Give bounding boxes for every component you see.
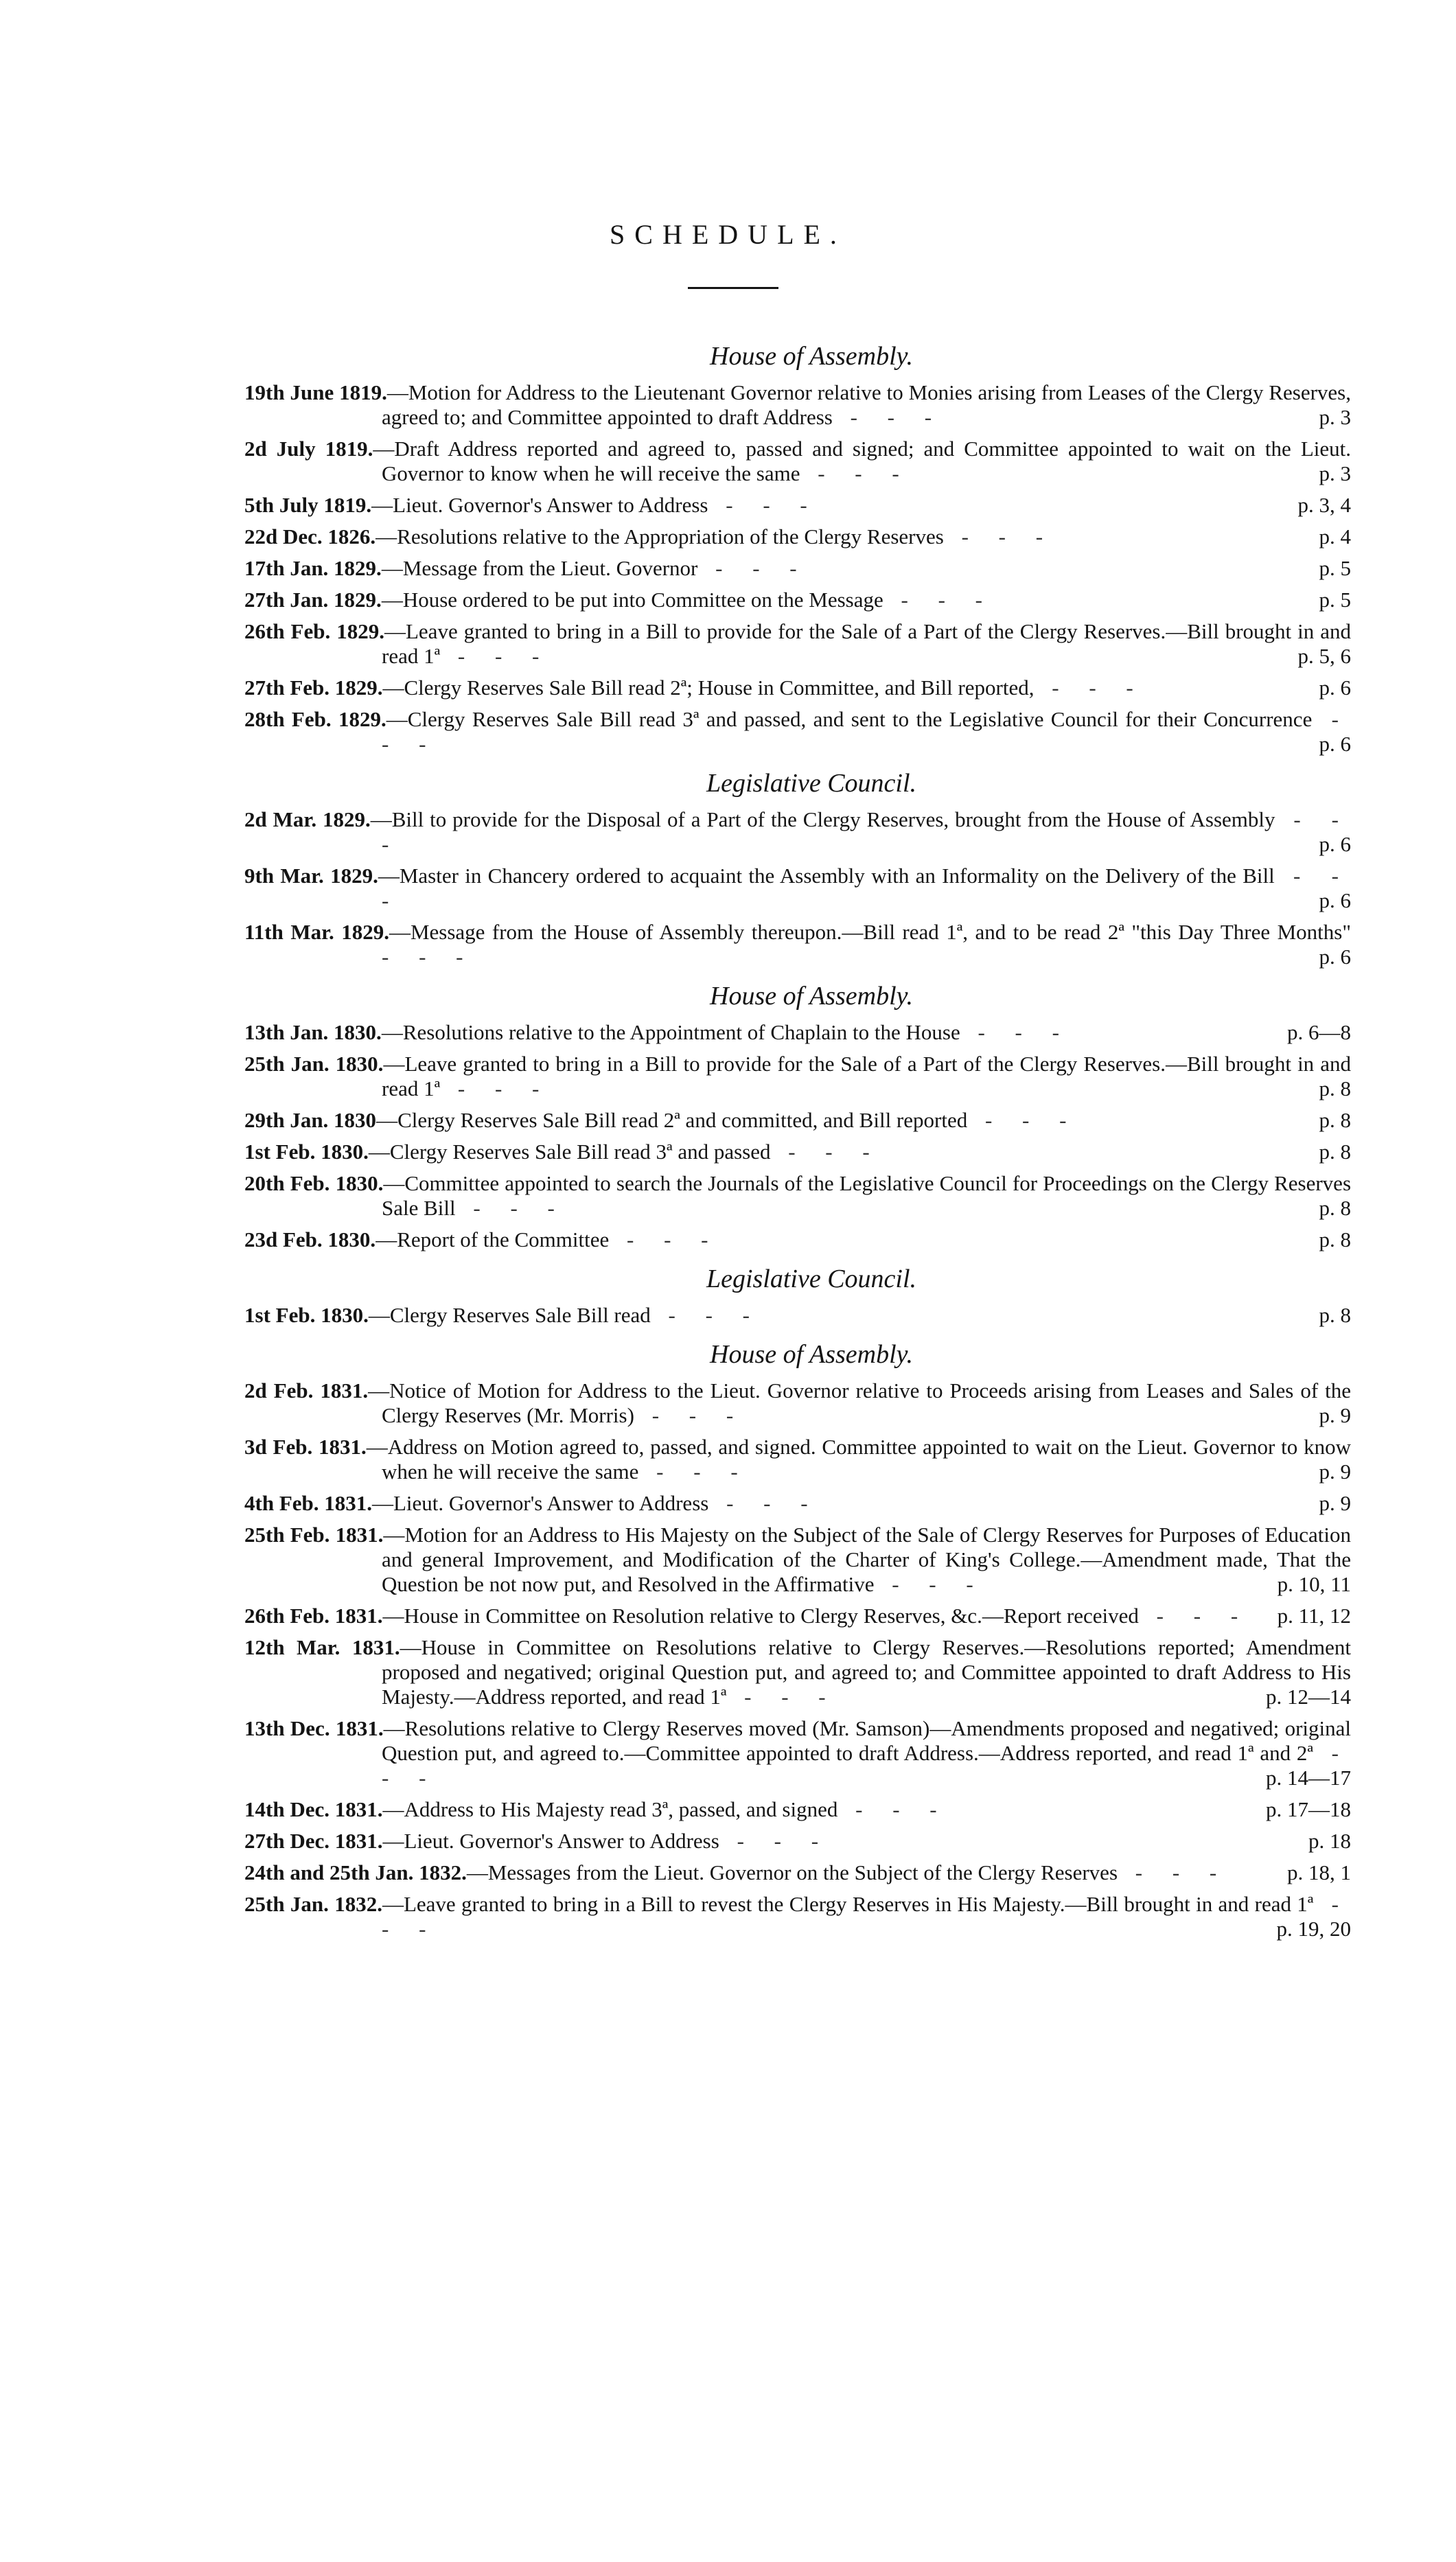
entry-text: —Clergy Reserves Sale Bill read 2ª and committed, and Bill reported (376, 1108, 968, 1132)
entry-date: 28th Feb. 1829. (244, 707, 386, 731)
entry-date: 29th Jan. 1830 (244, 1108, 377, 1132)
entry-date: 14th Dec. 1831. (244, 1797, 383, 1821)
page-reference: p. 4 (1319, 524, 1351, 549)
schedule-entry (244, 1860, 1351, 1885)
page-reference: p. 6 (1319, 676, 1351, 700)
schedule-entry (244, 1227, 1351, 1252)
entry-text: —Master in Chancery ordered to acquaint the Assembly with an Informality on the Delivery of the Bill (378, 864, 1275, 888)
page-reference: p. 6—8 (1287, 1020, 1351, 1044)
schedule-entry (244, 1604, 1351, 1628)
entry-date: 2d Mar. 1829. (244, 807, 371, 831)
leader-dots: - - - (1138, 1604, 1251, 1628)
entry-date: 3d Feb. 1831. (244, 1435, 367, 1459)
page-reference: p. 6 (1319, 888, 1351, 912)
page-reference: p. 5, 6 (1297, 644, 1351, 668)
page-reference: p. 6 (1319, 945, 1351, 969)
schedule-entry (244, 1892, 1351, 1941)
schedule-entry (244, 920, 1351, 969)
section-heading: Legislative Council. (706, 769, 917, 798)
leader-dots: - - - (874, 1572, 986, 1596)
leader-dots: - - - (382, 807, 1351, 856)
page-reference: p. 3 (1319, 461, 1351, 485)
page-reference: p. 11, 12 (1277, 1604, 1351, 1628)
entry-date: 19th June 1819. (244, 380, 387, 404)
leader-dots: - - - (455, 1196, 567, 1220)
page-reference: p. 9 (1319, 1491, 1351, 1515)
schedule-entry (244, 619, 1351, 669)
leader-dots: - - - (638, 1459, 750, 1484)
entry-date: 25th Jan. 1832. (244, 1892, 382, 1916)
entry-date: 13th Dec. 1831. (244, 1716, 384, 1740)
entry-text: —Notice of Motion for Address to the Lieut. Governor relative to Proceeds arising from Leases and Sales of the Clergy Reserves (Mr. Morris) (368, 1378, 1351, 1427)
leader-dots: - - - (382, 1741, 1351, 1790)
entry-date: 13th Jan. 1830. (244, 1020, 382, 1044)
schedule-entry (244, 1171, 1351, 1221)
page-reference: p. 8 (1319, 1303, 1351, 1327)
entry-date: 12th Mar. 1831. (244, 1635, 400, 1659)
schedule-entry (244, 1140, 1351, 1164)
leader-dots: - - - (697, 556, 809, 580)
leader-dots: - - - (708, 493, 820, 517)
leader-dots: - - - (440, 1076, 552, 1100)
leader-dots: - - - (770, 1140, 882, 1164)
schedule-entry (244, 380, 1351, 430)
entry-text: —Leave granted to bring in a Bill to revest the Clergy Reserves in His Majesty.—Bill brought in and read 1ª (382, 1892, 1314, 1916)
entry-date: 9th Mar. 1829. (244, 864, 378, 888)
entry-text: —Clergy Reserves Sale Bill read 2ª; House in Committee, and Bill reported, (382, 676, 1035, 700)
entry-text: —Report of the Committee (375, 1227, 610, 1251)
schedule-entry (244, 1020, 1351, 1045)
schedule-entry (244, 493, 1351, 518)
leader-dots: - - - (967, 1108, 1079, 1132)
section-heading: House of Assembly. (710, 1340, 913, 1369)
entry-text: —Motion for Address to the Lieutenant Governor relative to Monies arising from Leases of the Clergy Reserves, agreed to; and Committee appointed to draft Address (382, 380, 1351, 429)
page-reference: p. 17—18 (1266, 1797, 1351, 1821)
page-reference: p. 8 (1319, 1108, 1351, 1132)
entry-text: —Bill to provide for the Disposal of a Part of the Clergy Reserves, brought from the House of Assembly (370, 807, 1275, 831)
entry-date: 27th Jan. 1829. (244, 588, 382, 612)
entry-text: —Messages from the Lieut. Governor on the Subject of the Clergy Reserves (466, 1860, 1118, 1884)
entry-date: 2d July 1819. (244, 437, 373, 461)
entry-date: 26th Feb. 1829. (244, 619, 384, 643)
entry-text: —Lieut. Governor's Answer to Address (372, 1491, 709, 1515)
leader-dots: - - - (943, 524, 1056, 549)
entry-text: —Address on Motion agreed to, passed, and signed. Committee appointed to wait on the Lieut. Governor to know when he will receive the same (366, 1435, 1351, 1484)
leader-dots: - - - (609, 1227, 721, 1251)
entry-date: 11th Mar. 1829. (244, 920, 389, 944)
page-reference: p. 10, 11 (1277, 1572, 1351, 1596)
entry-date: 22d Dec. 1826. (244, 524, 376, 549)
entry-text: —Clergy Reserves Sale Bill read 3ª and passed, and sent to the Legislative Council for their Concurrence (386, 707, 1313, 731)
page-reference: p. 19, 20 (1276, 1917, 1351, 1941)
schedule-entry (244, 864, 1351, 913)
leader-dots: - - - (708, 1491, 820, 1515)
entry-text: —Committee appointed to search the Journals of the Legislative Council for Proceedings on the Clergy Reserves Sale Bill (382, 1171, 1352, 1220)
page-reference: p. 8 (1319, 1076, 1351, 1100)
entry-date: 17th Jan. 1829. (244, 556, 382, 580)
entry-text: —Draft Address reported and agreed to, passed and signed; and Committee appointed to wait on the Lieut. Governor to know when he will receive the same (373, 437, 1351, 485)
page-reference: p. 18, 1 (1287, 1860, 1351, 1884)
leader-dots: - - - (1034, 676, 1146, 700)
leader-dots: - - - (382, 864, 1351, 912)
page-reference: p. 5 (1319, 588, 1351, 612)
schedule-entry (244, 1108, 1351, 1133)
section-heading: House of Assembly. (710, 342, 913, 371)
schedule-entry (244, 1435, 1351, 1484)
leader-dots: - - - (832, 405, 945, 429)
page-reference: p. 6 (1319, 732, 1351, 756)
leader-dots: - - - (883, 588, 995, 612)
entry-text: —Motion for an Address to His Majesty on the Subject of the Sale of Clergy Reserves for Purposes of Education and general Improvement, and Modification of the Charter of King's College.—Amendment made, That the Question be not now put, and Resolved in the Affirmative (382, 1523, 1352, 1596)
schedule-entry (244, 437, 1351, 486)
entry-text: —Resolutions relative to Clergy Reserves moved (Mr. Samson)—Amendments proposed and negatived; original Question put, and agreed to.—Committee appointed to draft Address.—Address reported, and read 1ª and 2ª (382, 1716, 1351, 1765)
entry-text: —Resolutions relative to the Appointment of Chaplain to the House (381, 1020, 960, 1044)
schedule-entry (244, 1523, 1351, 1597)
entry-date: 23d Feb. 1830. (244, 1227, 376, 1251)
schedule-entry (244, 556, 1351, 581)
entry-text: —Leave granted to bring in a Bill to provide for the Sale of a Part of the Clergy Reserves.—Bill brought in and read 1ª (382, 1052, 1352, 1100)
leader-dots: - - - (440, 644, 552, 668)
entry-date: 27th Feb. 1829. (244, 676, 383, 700)
schedule-entry (244, 676, 1351, 700)
page-reference: p. 3, 4 (1297, 493, 1351, 517)
section-heading: House of Assembly. (710, 982, 913, 1011)
schedule-entry (244, 1797, 1351, 1822)
entry-text: —Leave granted to bring in a Bill to provide for the Sale of a Part of the Clergy Reserves.—Bill brought in and read 1ª (382, 619, 1352, 668)
schedule-entry (244, 1052, 1351, 1101)
leader-dots: - - - (650, 1303, 763, 1327)
entry-date: 20th Feb. 1830. (244, 1171, 384, 1195)
page-reference: p. 9 (1319, 1459, 1351, 1484)
entry-text: —Message from the House of Assembly thereupon.—Bill read 1ª, and to be read 2ª "this Day Three Months" (389, 920, 1351, 944)
schedule-entry (244, 1635, 1351, 1709)
schedule-entry (244, 588, 1351, 612)
entry-date: 5th July 1819. (244, 493, 372, 517)
page-reference: p. 9 (1319, 1403, 1351, 1427)
schedule-content (244, 330, 1351, 1948)
page-reference: p. 12—14 (1266, 1685, 1351, 1709)
leader-dots: - - - (1118, 1860, 1229, 1884)
schedule-section (244, 976, 1351, 1252)
page-reference: p. 8 (1319, 1140, 1351, 1164)
leader-dots: - - - (719, 1829, 831, 1853)
entry-date: 1st Feb. 1830. (244, 1140, 369, 1164)
entry-date: 26th Feb. 1831. (244, 1604, 383, 1628)
leader-dots: - - - (960, 1020, 1072, 1044)
entry-text: —Message from the Lieut. Governor (381, 556, 698, 580)
schedule-entry (244, 1829, 1351, 1854)
page-reference: p. 8 (1319, 1196, 1351, 1220)
page-reference: p. 14—17 (1266, 1766, 1351, 1790)
leader-dots: - - - (382, 945, 476, 969)
entry-text: —House ordered to be put into Committee on the Message (381, 588, 883, 612)
entry-text: —Resolutions relative to the Appropriation of the Clergy Reserves (375, 524, 944, 549)
leader-dots: - - - (800, 461, 912, 485)
entry-text: —Clergy Reserves Sale Bill read (368, 1303, 651, 1327)
section-heading: Legislative Council. (706, 1265, 917, 1293)
entry-text: —Address to His Majesty read 3ª, passed, and signed (382, 1797, 838, 1821)
schedule-section (244, 1259, 1351, 1328)
entry-text: —Lieut. Governor's Answer to Address (382, 1829, 719, 1853)
page-reference: p. 6 (1319, 832, 1351, 856)
page-reference: p. 5 (1319, 556, 1351, 580)
entry-date: 1st Feb. 1830. (244, 1303, 369, 1327)
page-reference: p. 18 (1308, 1829, 1351, 1853)
leader-dots: - - - (726, 1685, 838, 1709)
leader-dots: - - - (382, 1892, 1351, 1941)
schedule-entry (244, 707, 1351, 757)
entry-text: —Lieut. Governor's Answer to Address (371, 493, 708, 517)
entry-date: 25th Jan. 1830. (244, 1052, 384, 1076)
schedule-entry (244, 1378, 1351, 1428)
schedule-entry (244, 1491, 1351, 1516)
schedule-section (244, 1335, 1351, 1941)
entry-date: 27th Dec. 1831. (244, 1829, 383, 1853)
page-reference: p. 3 (1319, 405, 1351, 429)
schedule-entry (244, 1716, 1351, 1790)
entry-text: —Clergy Reserves Sale Bill read 3ª and passed (368, 1140, 771, 1164)
schedule-section (244, 763, 1351, 969)
page-reference: p. 8 (1319, 1227, 1351, 1251)
schedule-entry (244, 524, 1351, 549)
schedule-entry (244, 807, 1351, 857)
entry-date: 4th Feb. 1831. (244, 1491, 372, 1515)
leader-dots: - - - (382, 707, 1352, 756)
schedule-section (244, 336, 1351, 757)
entry-date: 25th Feb. 1831. (244, 1523, 384, 1547)
entry-date: 24th and 25th Jan. 1832. (244, 1860, 467, 1884)
schedule-entry (244, 1303, 1351, 1328)
entry-text: —House in Committee on Resolutions relative to Clergy Reserves.—Resolutions reported; Amendment proposed and negatived; original Question put, and agreed to; and Committee appointed to draft Address to His Majesty.—Address reported, and read 1ª (382, 1635, 1351, 1709)
title-rule (688, 287, 778, 289)
entry-text: —House in Committee on Resolution relative to Clergy Reserves, &c.—Report received (382, 1604, 1139, 1628)
page-title: SCHEDULE. (610, 219, 846, 250)
leader-dots: - - - (837, 1797, 949, 1821)
leader-dots: - - - (634, 1403, 746, 1427)
entry-date: 2d Feb. 1831. (244, 1378, 369, 1403)
